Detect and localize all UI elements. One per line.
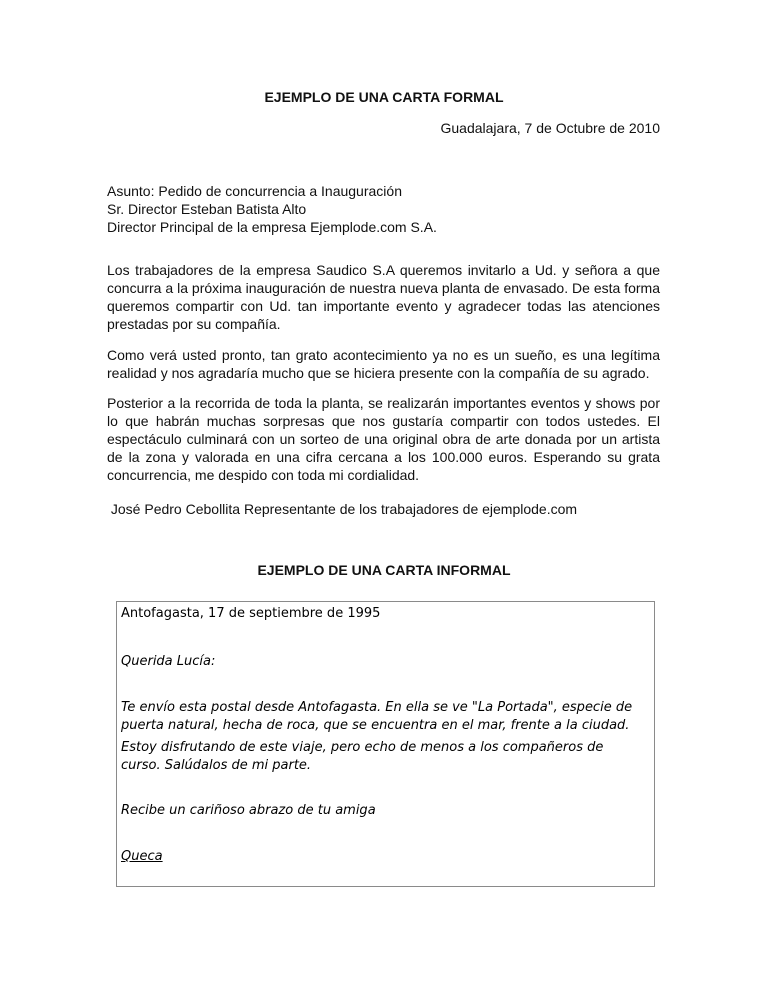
informal-letter-body-line-1: Te envío esta postal desde Antofagasta. En ella se ve "La Portada", especie de: [121, 700, 633, 715]
formal-letter-recipient-role: Director Principal de la empresa Ejemplode.com S.A.: [107, 219, 437, 235]
informal-letter-signature: Queca: [121, 849, 163, 864]
informal-letter-date: Antofagasta, 17 de septiembre de 1995: [121, 606, 381, 621]
formal-letter-title: EJEMPLO DE UNA CARTA FORMAL: [264, 89, 504, 105]
informal-letter-body-line-3: Estoy disfrutando de este viaje, pero echo de menos a los compañeros de: [121, 740, 604, 755]
informal-letter-greeting: Querida Lucía:: [121, 654, 216, 669]
formal-letter-signature: José Pedro Cebollita Representante de los trabajadores de ejemplode.com: [107, 501, 578, 517]
informal-letter-title: EJEMPLO DE UNA CARTA INFORMAL: [257, 562, 511, 578]
informal-letter-body-line-4: curso. Salúdalos de mi parte.: [121, 758, 312, 773]
formal-letter-date: Guadalajara, 7 de Octubre de 2010: [440, 120, 660, 136]
informal-letter-closing: Recibe un cariñoso abrazo de tu amiga: [121, 803, 376, 818]
formal-letter-paragraph-2: Como verá usted pronto, tan grato acontecimiento ya no es un sueño, es una legítima realidad y nos agradaría mucho que se hiciera presente con la compañía de su agrado.: [107, 347, 660, 381]
informal-letter-body-line-2: puerta natural, hecha de roca, que se encuentra en el mar, frente a la ciudad.: [121, 718, 630, 733]
formal-letter-subject: Asunto: Pedido de concurrencia a Inauguración: [107, 183, 402, 199]
formal-letter-paragraph-1: Los trabajadores de la empresa Saudico S.A queremos invitarlo a Ud. y señora a que concurra a la próxima inauguración de nuestra nueva planta de envasado. De esta forma queremos compartir con Ud. tan importante evento y agradecer todas las atenciones prestadas por su compañía.: [107, 262, 660, 332]
formal-letter-paragraph-3: Posterior a la recorrida de toda la planta, se realizarán importantes eventos y shows por lo que habrán muchas sorpresas que nos gustaría compartir con todos ustedes. El espectáculo culminará con un sorteo de una original obra de arte donada por un artista de la zona y valorada en una cifra cercana a los 100.000 euros. Esperando su grata concurrencia, me despido con toda mi cordialidad.: [107, 395, 660, 483]
formal-letter-recipient: Sr. Director Esteban Batista Alto: [107, 201, 307, 217]
informal-letter-box: [116, 601, 655, 887]
formal-letter-header: [107, 182, 660, 236]
